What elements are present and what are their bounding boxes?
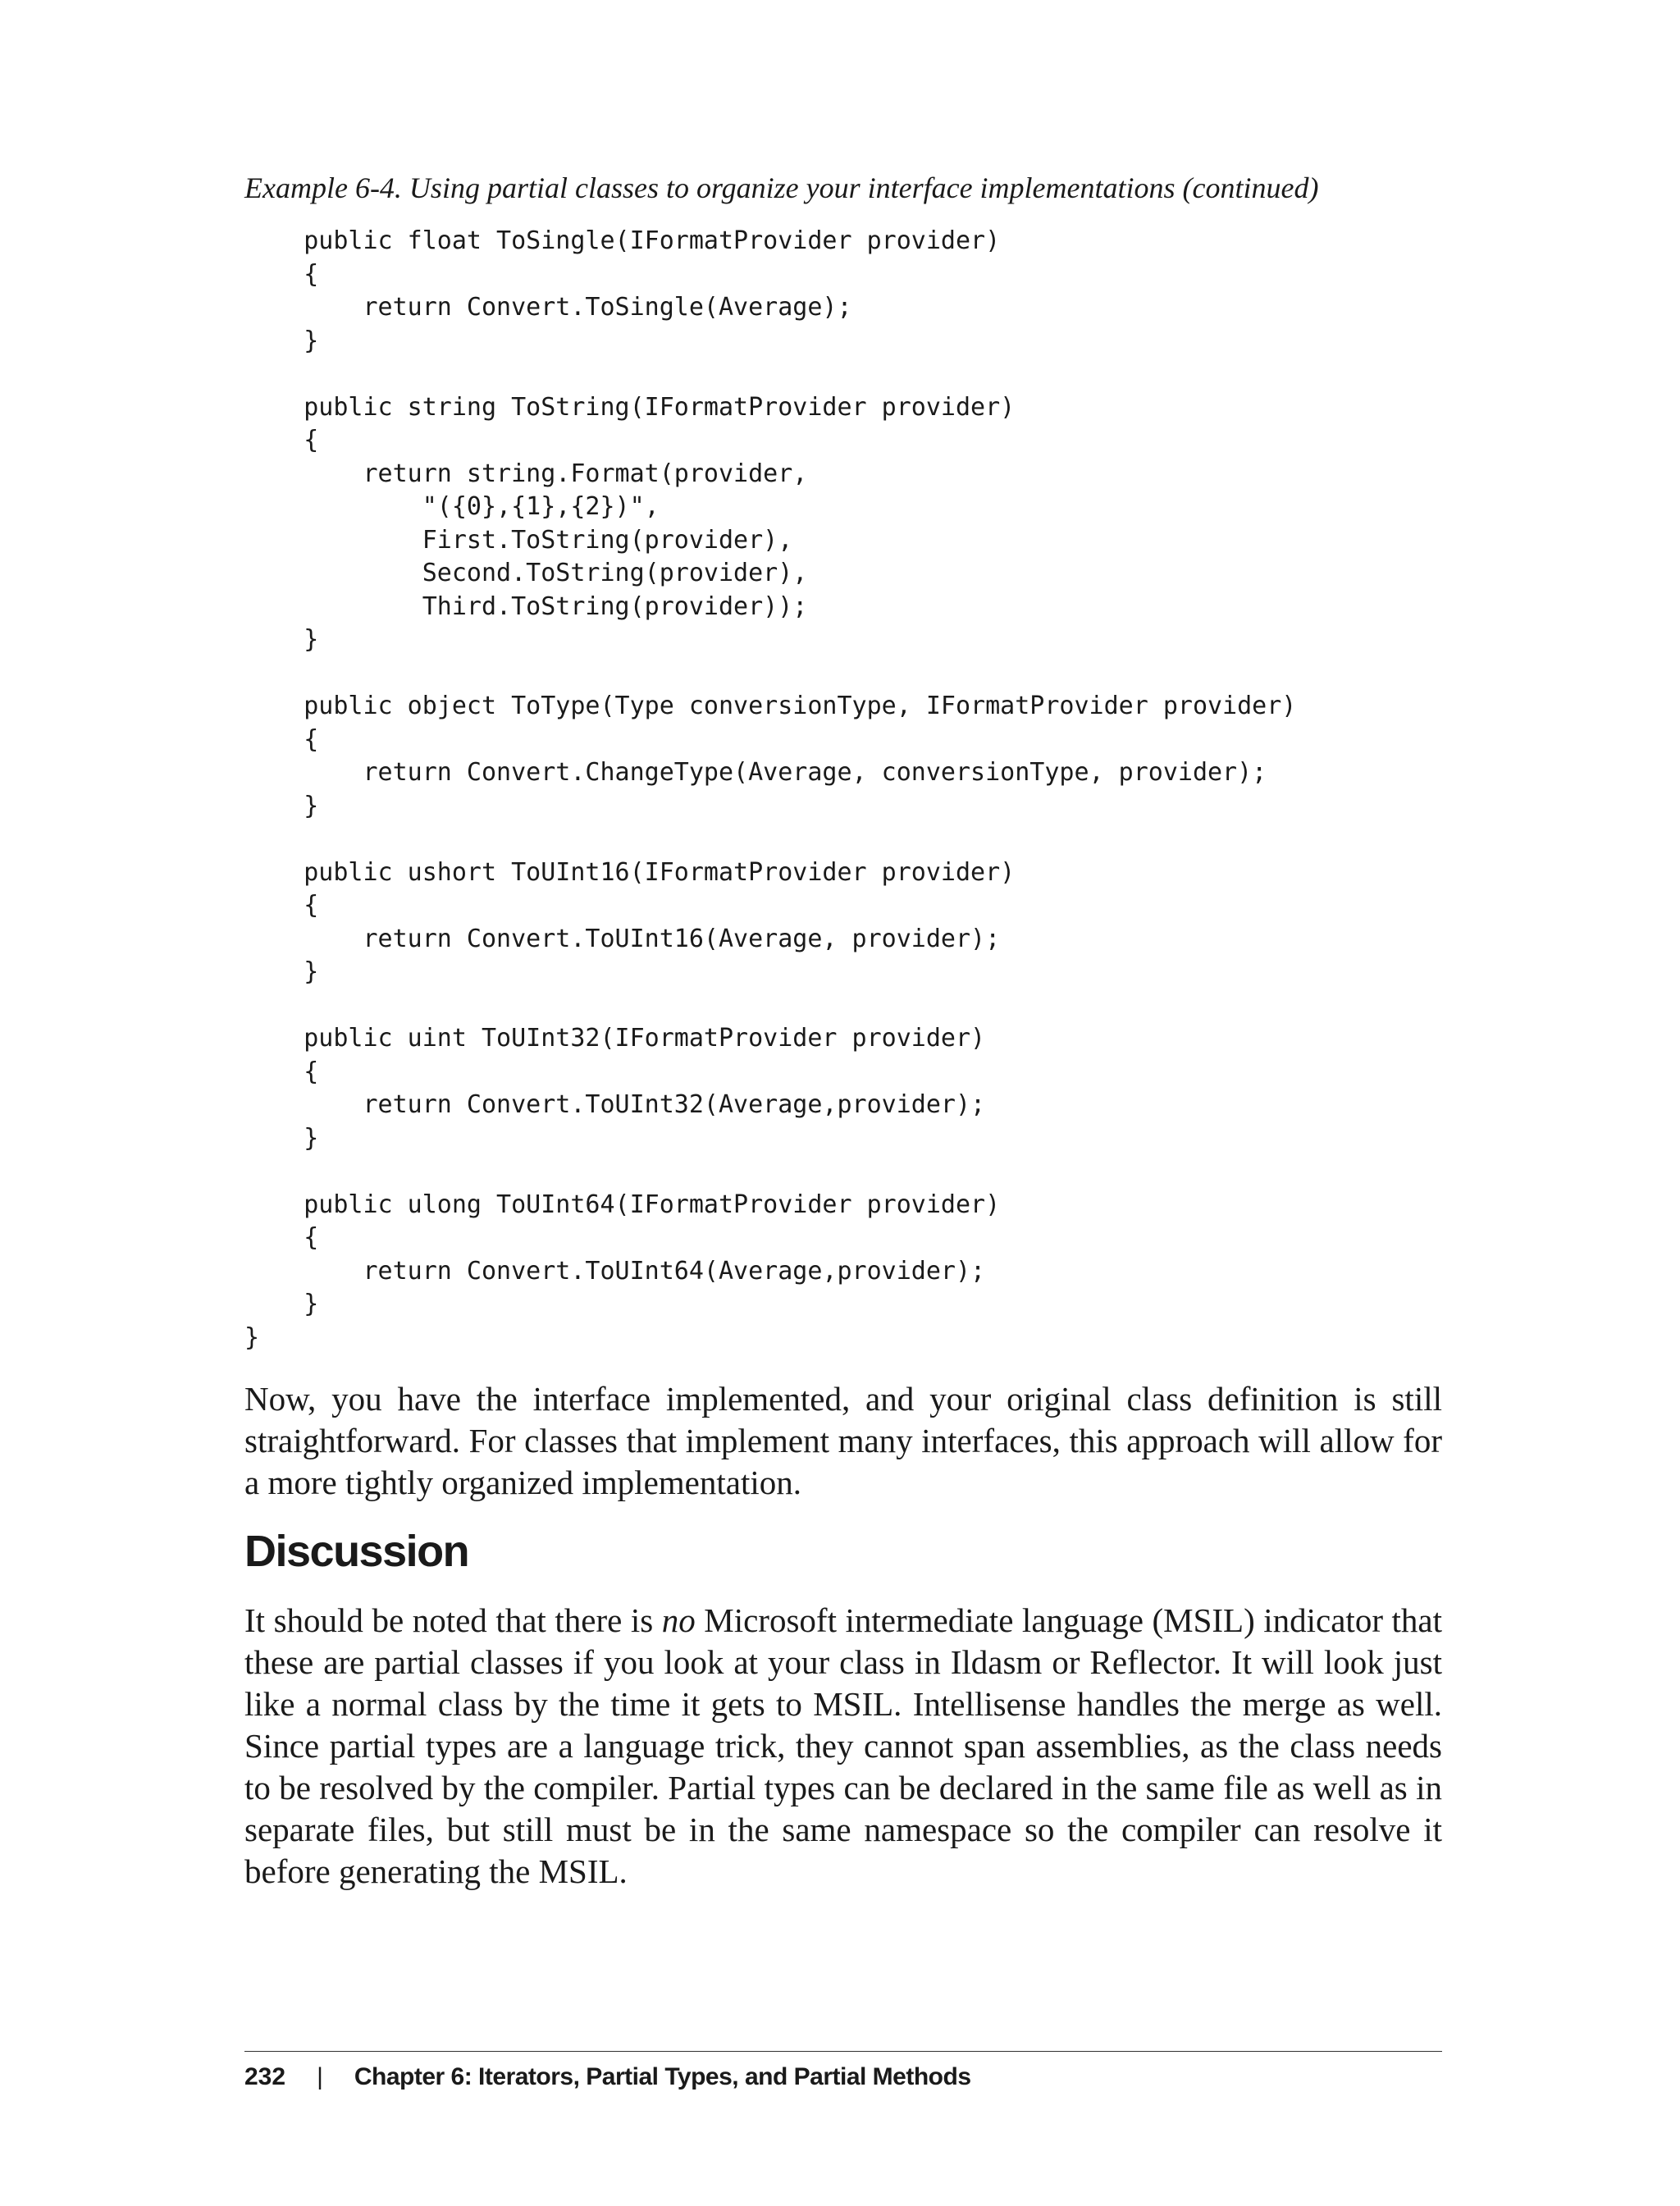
body-paragraph: Now, you have the interface implemented, and your original class definition is still straightforward. For classes that implement many interfaces, this approach will allow for a more tightly organized implementation. [244, 1380, 1442, 1501]
code-line: { [244, 1057, 319, 1086]
code-line: { [244, 891, 319, 920]
code-line: return Convert.ToUInt32(Average,provider); [244, 1090, 986, 1119]
paragraph-text: It should be noted that there is [244, 1601, 662, 1639]
code-line: return Convert.ToUInt16(Average, provider); [244, 924, 1001, 953]
code-line: First.ToString(provider), [244, 525, 793, 555]
code-line: return string.Format(provider, [244, 459, 808, 488]
page-footer [244, 2059, 971, 2095]
code-line: Second.ToString(provider), [244, 559, 808, 587]
code-line: return Convert.ToSingle(Average); [244, 293, 852, 322]
code-line: } [244, 791, 319, 820]
code-line: Third.ToString(provider)); [244, 591, 808, 621]
section-heading: Discussion [244, 1527, 469, 1576]
code-line [244, 1155, 1296, 1189]
code-line [244, 823, 1296, 856]
code-listing [244, 225, 1296, 1354]
code-line: public object ToType(Type conversionType, IFormatProvider provider) [244, 692, 1297, 720]
footer-separator: | [317, 2063, 323, 2090]
code-line: { [244, 259, 319, 289]
code-line [244, 989, 1296, 1023]
code-line: } [244, 957, 319, 986]
code-line: public float ToSingle(IFormatProvider provider) [244, 226, 1001, 255]
code-line: { [244, 724, 319, 754]
code-line: } [244, 1322, 260, 1352]
page-number: 232 [244, 2063, 286, 2090]
body-paragraph [244, 1600, 1442, 1893]
code-line: public ulong ToUInt64(IFormatProvider provider) [244, 1190, 1001, 1219]
code-line: } [244, 326, 319, 355]
code-line: return Convert.ChangeType(Average, conversionType, provider); [244, 758, 1267, 787]
code-line: } [244, 1290, 319, 1318]
code-line: return Convert.ToUInt64(Average,provider); [244, 1256, 986, 1286]
code-line: public uint ToUInt32(IFormatProvider provider) [244, 1024, 986, 1053]
code-line: public ushort ToUInt16(IFormatProvider provider) [244, 857, 1016, 887]
paragraph-text: Microsoft intermediate language (MSIL) indicator that these are partial classes if you look at your class in Ildasm or Reflector. It will look just like a normal class by the time it gets to MSIL. Intellisense handles the merge as well. Since partial types are a language trick, they cannot span assemblies, as the class needs to be resolved by the compiler. Partial types can be declared in the same file as well as in separate files, but still must be in the same namespace so the compiler can resolve it before generating the MSIL. [244, 1601, 1442, 1890]
chapter-title: Chapter 6: Iterators, Partial Types, and Partial Methods [354, 2063, 971, 2090]
code-line: "({0},{1},{2})", [244, 492, 660, 521]
code-line: } [244, 625, 319, 654]
code-line [244, 358, 1296, 391]
code-line: { [244, 1223, 319, 1252]
code-line: public string ToString(IFormatProvider provider) [244, 392, 1016, 422]
code-line: } [244, 1123, 319, 1153]
code-line: { [244, 426, 319, 454]
code-line [244, 657, 1296, 691]
example-caption: Example 6-4. Using partial classes to organize your interface implementations (continued) [244, 171, 1319, 204]
emphasis-text: no [661, 1601, 696, 1639]
footer-rule [244, 2051, 1442, 2052]
